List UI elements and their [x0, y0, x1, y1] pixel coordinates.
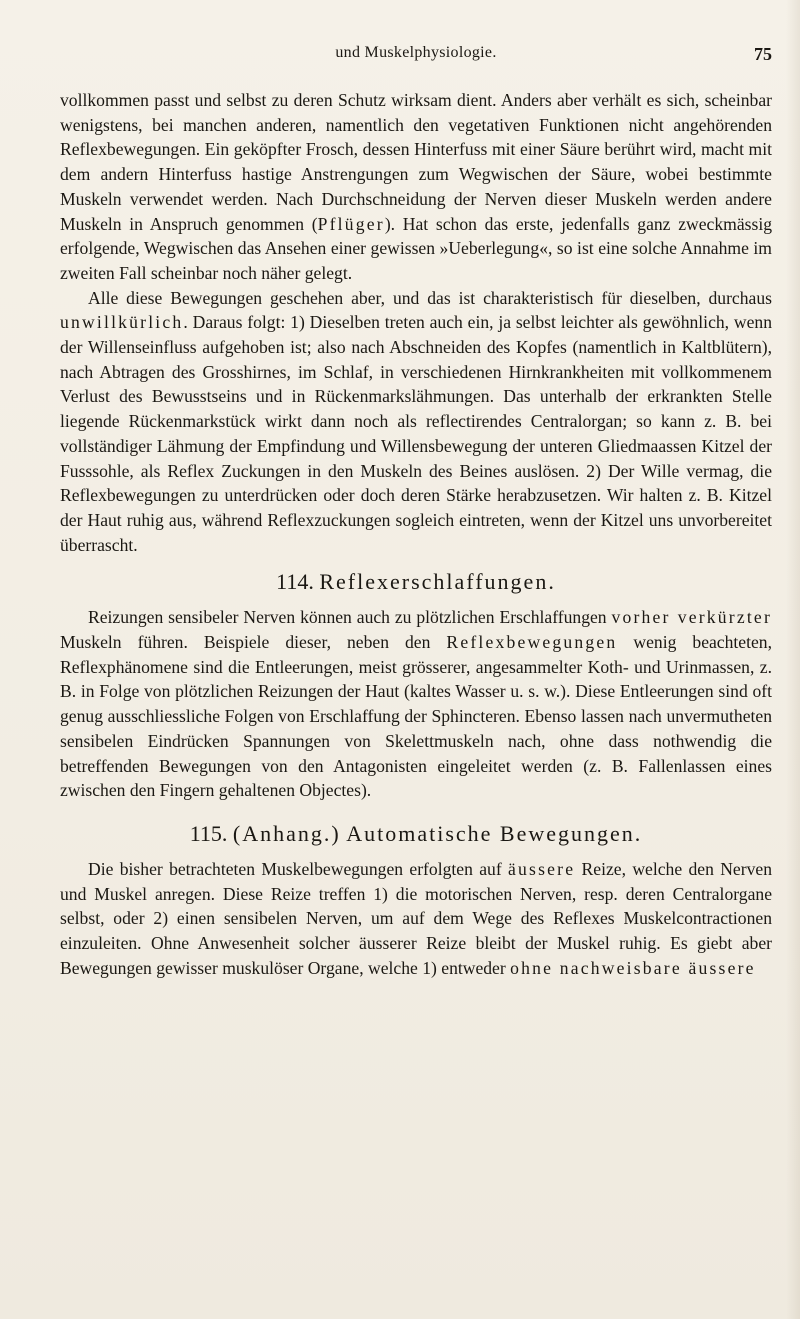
paragraph-4: Die bisher betrachteten Muskelbewegungen erfolgten auf äussere Reize, welche den Nerven und Muskel anregen. Diese Reize treffen 1) die motorischen Nerven, resp. deren Centralorgane selbst, oder 2) einen sensibelen Nerven, um auf dem Wege des Reflexes Muskelcontractionen einzuleiten. Ohne Anwesenheit solcher äusserer Reize bleibt der Muskel ruhig. Es giebt aber Bewegungen gewisser muskulöser Organe, welche 1) entweder ohne nachweisbare äussere	[60, 858, 772, 978]
page-edge-shadow	[786, 0, 800, 1319]
paragraph-2: Alle diese Bewegungen geschehen aber, und das ist charakteristisch für dieselben, durchaus unwillkürlich. Daraus folgt: 1) Dieselben treten auch ein, ja selbst leichter als gewöhnlich, wenn der Willenseinfluss aufgehoben ist; also nach Abschneiden des Kopfes (namentlich in Kaltblütern), nach Abtragen des Grosshirnes, im Schlaf, in verschiedenen Hirnkrankheiten mit vollkommenem Verlust des Bewusstseins und in Rückenmarkslähmungen. Das unterhalb der erkrankten Stelle liegende Rückenmarkstück wirkt dann noch als reflectirendes Centralorgan; so kann z. B. bei vollständiger Lähmung der Empfindung und Willensbewegung der unteren Gliedmaassen Kitzel der Fusssohle, als Reflex Zuckungen in den Muskeln des Beines auslösen. 2) Der Wille vermag, die Reflexbewegungen zu unterdrücken oder doch deren Stärke herabzusetzen. Wir halten z. B. Kitzel der Haut ruhig aus, während Reflexzuckungen sogleich eintreten, wenn der Kitzel uns unvorbereitet überrascht.	[60, 287, 772, 555]
paragraph-3: Reizungen sensibeler Nerven können auch zu plötzlichen Erschlaffungen vorher verkürzter Muskeln führen. Beispiele dieser, neben den Reflexbewegungen wenig beachteten, Reflexphänomene sind die Entleerungen, meist grösserer, angesammelter Koth- und Urinmassen, z. B. in Folge von plötzlichen Reizungen der Haut (kaltes Wasser u. s. w.). Diese Entleerungen sind oft genug ausschliessliche Folgen von Erschlaffung der Sphincteren. Ebenso lassen nach unvermutheten sensibelen Eindrücken Spannungen von Skelettmuskeln nach, ohne dass nothwendig die betreffenden Bewegungen von den Antagonisten eingeleitet werden (z. B. Fallenlassen eines zwischen den Fingern gehaltenen Objectes).	[60, 607, 773, 801]
emphasis-ohne-nachweisbare: ohne nachweisbare äussere	[510, 957, 756, 978]
running-header	[60, 44, 772, 70]
emphasis-aeussere: äussere	[508, 858, 576, 879]
body-text	[60, 88, 772, 981]
running-title: und Muskelphysiologie.	[335, 44, 497, 61]
section-number: 115.	[189, 820, 228, 846]
section-title: Automatische Bewegungen.	[346, 820, 643, 846]
emphasis-vorher-verkuerzter: vorher verkürzter	[611, 607, 772, 628]
emphasis-unwillkuerlich: unwillkürlich	[60, 312, 184, 333]
section-heading-114	[60, 569, 772, 595]
paragraph-1: vollkommen passt und selbst zu deren Schutz wirksam dient. Anders aber verhält es sich, scheinbar wenigstens, bei manchen anderen, namentlich den vegetativen Funktionen nicht angehörenden Reflexbewegungen. Ein geköpfter Frosch, dessen Hinterfuss mit einer Säure berührt wird, macht mit dem andern Hinterfuss hastige Anstrengungen zum Wegwischen der Säure, wobei bestimmte Muskeln verwendet werden. Nach Durchschneidung der Nerven dieser Muskeln werden andere Muskeln in Anspruch genommen (Pflüger). Hat schon das erste, jedenfalls ganz zweckmässig erfolgende, Wegwischen das Ansehen einer gewissen »Ueberlegung«, so ist eine solche Annahme im zweiten Fall scheinbar noch näher gelegt.	[60, 90, 773, 283]
emphasis-reflexbewegungen: Reflexbewegungen	[446, 632, 618, 653]
section-prefix: (Anhang.)	[232, 820, 341, 846]
section-number: 114.	[276, 569, 314, 595]
page-number: 75	[754, 44, 772, 64]
section-heading-115	[60, 821, 772, 847]
author-name: Pflüger	[317, 213, 385, 234]
section-title: Reflexerschlaffungen.	[319, 569, 556, 595]
